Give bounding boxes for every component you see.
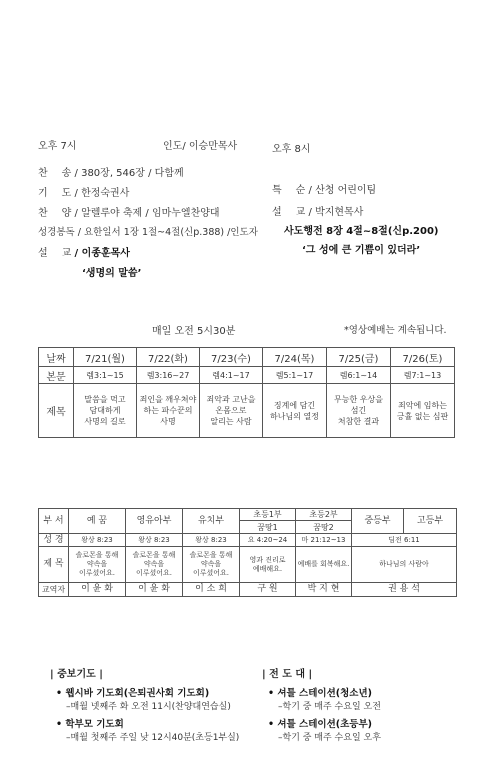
scripture-cell: 왕상 8:23 xyxy=(126,534,183,547)
date-cell: 7/25(금) xyxy=(327,348,391,367)
dawn-schedule-table xyxy=(38,347,455,438)
order-row-scripture: 성경봉독 / 요한일서 1장 1절~4절(신p.388) /인도자 xyxy=(38,227,258,238)
dept-middle: 중등부 xyxy=(352,509,404,534)
text-cell: 렘6:1~14 xyxy=(327,367,391,384)
text-cell: 렘3:16~27 xyxy=(137,367,200,384)
dept-elem1-top: 초등1부 xyxy=(240,509,296,521)
edu-title-cell: 영과 진리로 예배해요. xyxy=(240,547,296,583)
prayer-item-head: • 웹시바 기도회(은퇴권사회 기도회) xyxy=(56,688,210,699)
text-cell: 렘3:1~15 xyxy=(74,367,137,384)
table-row-dates xyxy=(39,348,455,367)
date-label: 날짜 xyxy=(39,348,74,367)
dept-cell: 영유아부 xyxy=(126,509,183,534)
text-label: 본문 xyxy=(39,367,74,384)
scripture-cell: 요 4:20~24 xyxy=(240,534,296,547)
evangelism-item-head: • 셔틀 스테이션(초등부) xyxy=(268,719,372,730)
dept-elem2-top: 초등2부 xyxy=(296,509,352,521)
dept-label: 부 서 xyxy=(39,509,69,534)
order-row-hymn: 찬 송 / 380장, 546장 / 다함께 xyxy=(38,168,184,179)
title-cell: 무능한 우상을 섬긴 처참한 결과 xyxy=(327,384,391,438)
title-cell: 죄악과 고난을 온몸으로 알리는 사람 xyxy=(200,384,263,438)
edu-title-cell: 예배를 회복해요. xyxy=(296,547,352,583)
edu-title-cell: 솔로몬을 통해 약속을 이루셨어요. xyxy=(69,547,126,583)
order-row-sermon-8pm: 설 교 / 박지현목사 xyxy=(272,207,364,218)
order-row-special: 특 순 / 산청 어린이팀 xyxy=(272,185,377,196)
teacher-cell: 이 윤 화 xyxy=(69,583,126,597)
edu-title-cell: 하나님의 사람아 xyxy=(352,547,457,583)
table-row-dept-top xyxy=(39,509,457,521)
dept-elem1-bottom: 꿈땅1 xyxy=(240,521,296,534)
title-cell: 죄인을 깨우쳐야 하는 파수꾼의 사명 xyxy=(137,384,200,438)
title-cell: 말씀을 먹고 담대하게 사명의 길로 xyxy=(74,384,137,438)
date-cell: 7/23(수) xyxy=(200,348,263,367)
teacher-label: 교역자 xyxy=(39,583,69,597)
scripture-cell: 딤전 6:11 xyxy=(352,534,457,547)
order-row-prayer: 기 도 / 한정숙권사 xyxy=(38,188,130,199)
dept-cell: 예 꿈 xyxy=(69,509,126,534)
table-row-titles xyxy=(39,384,455,438)
table-row-edu-titles xyxy=(39,547,457,583)
dept-high: 고등부 xyxy=(404,509,457,534)
education-table xyxy=(38,508,457,597)
scripture-cell: 왕상 8:23 xyxy=(69,534,126,547)
prayer-section-title: | 중보기도 | xyxy=(50,669,103,680)
table-row-texts xyxy=(39,367,455,384)
dept-elem2-bottom: 꿈땅2 xyxy=(296,521,352,534)
service-time-8pm: 오후 8시 xyxy=(272,144,311,155)
order-row-sermon: 설 교 / 이종훈목사 xyxy=(38,248,130,259)
teacher-cell: 이 윤 화 xyxy=(126,583,183,597)
sermon-title-8pm: ‘그 성에 큰 기쁨이 있더라’ xyxy=(302,245,421,256)
edu-title-cell: 솔로몬을 통해 약속을 이루셨어요. xyxy=(183,547,240,583)
teacher-cell: 이 소 희 xyxy=(183,583,240,597)
date-cell: 7/26(토) xyxy=(391,348,455,367)
title-cell: 징계에 담긴 하나님의 열정 xyxy=(263,384,327,438)
prayer-item-head: • 학부모 기도회 xyxy=(56,719,124,730)
service-leader: 인도/ 이승만목사 xyxy=(163,141,238,152)
teacher-cell: 구 원 xyxy=(240,583,296,597)
dept-cell: 유치부 xyxy=(183,509,240,534)
video-note: *영상예배는 계속됩니다. xyxy=(344,325,447,336)
order-row-choir: 찬 양 / 알렐루야 축제 / 임마누엘찬양대 xyxy=(38,208,220,219)
sermon-title-7pm: ‘생명의 말씀’ xyxy=(82,268,142,279)
teacher-cell: 박 지 현 xyxy=(296,583,352,597)
title-label: 제목 xyxy=(39,384,74,438)
scripture-cell: 마 21:12~13 xyxy=(296,534,352,547)
edu-title-cell: 솔로몬을 통해 약속을 이루셨어요. xyxy=(126,547,183,583)
date-cell: 7/22(화) xyxy=(137,348,200,367)
text-cell: 렘7:1~13 xyxy=(391,367,455,384)
dawn-time: 매일 오전 5시30분 xyxy=(152,326,236,337)
date-cell: 7/24(목) xyxy=(263,348,327,367)
text-cell: 렘4:1~17 xyxy=(200,367,263,384)
teacher-cell: 권 용 석 xyxy=(352,583,457,597)
prayer-item-sub: –매월 넷째주 화 오전 11시(찬양대연습실) xyxy=(66,702,231,712)
text-cell: 렘5:1~17 xyxy=(263,367,327,384)
evangelism-section-title: | 전 도 대 | xyxy=(262,669,313,680)
service-time-7pm: 오후 7시 xyxy=(38,141,77,152)
evangelism-item-head: • 셔틀 스테이션(청소년) xyxy=(268,688,372,699)
scripture-8pm: 사도행전 8장 4절~8절(신p.200) xyxy=(284,226,439,237)
scripture-cell: 왕상 8:23 xyxy=(183,534,240,547)
evangelism-item-sub: –학기 중 매주 수요일 오전 xyxy=(278,702,381,712)
title-cell: 죄악에 임하는 긍휼 없는 심판 xyxy=(391,384,455,438)
scripture-label: 성 경 xyxy=(39,534,69,547)
date-cell: 7/21(월) xyxy=(74,348,137,367)
evangelism-item-sub: –학기 중 매주 수요일 오후 xyxy=(278,733,381,743)
table-row-teachers xyxy=(39,583,457,597)
table-row-scripture xyxy=(39,534,457,547)
title-label: 제 목 xyxy=(39,547,69,583)
prayer-item-sub: –매월 첫째주 주일 낮 12시40분(초등1부실) xyxy=(66,733,240,743)
